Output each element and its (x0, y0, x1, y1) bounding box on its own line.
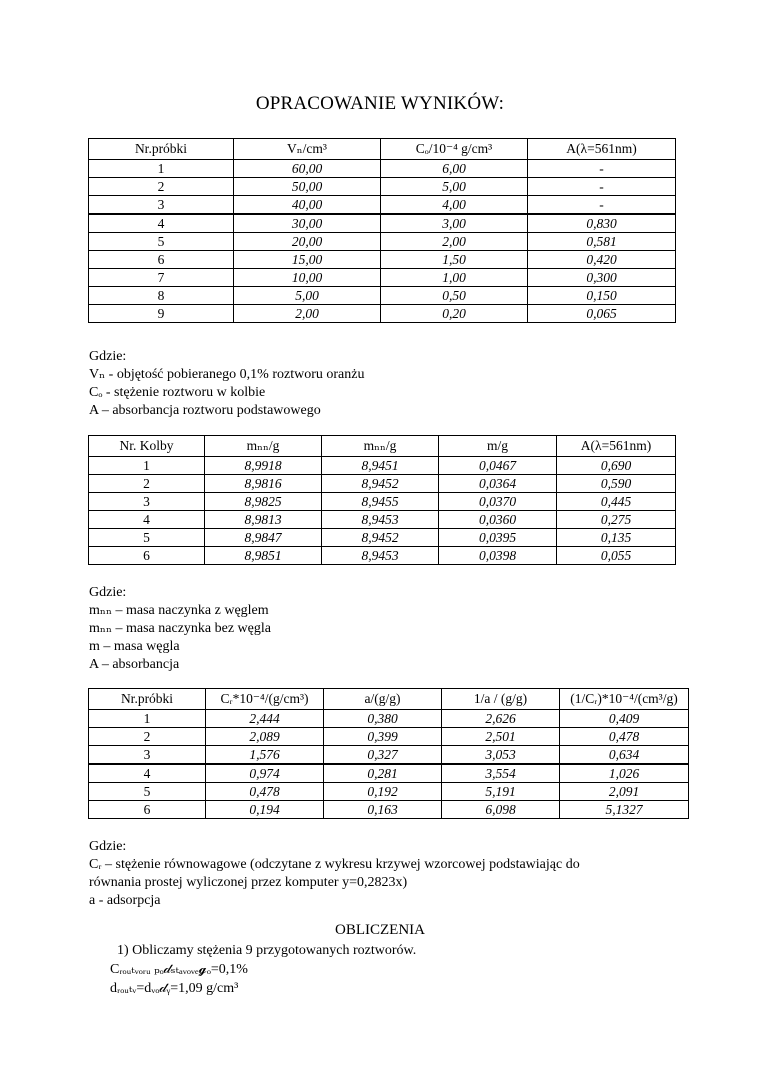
flasks-table (88, 435, 676, 565)
table-cell: 3,554 (442, 764, 560, 783)
table-cell: 8,9825 (205, 493, 322, 511)
table-cell: 6 (89, 251, 234, 269)
notes-heading: Gdzie: (89, 349, 127, 364)
table-row (89, 269, 676, 287)
table-cell: 8,9847 (205, 529, 322, 547)
table-row (89, 511, 676, 529)
table-cell: 2 (89, 475, 205, 493)
table-cell: 2,501 (442, 728, 560, 746)
table-cell: 0,581 (528, 233, 676, 251)
table-cell: 5,00 (234, 287, 381, 305)
table-row (89, 233, 676, 251)
table-header-row (89, 436, 676, 457)
table-cell: 2 (89, 728, 206, 746)
column-header: Nr.próbki (89, 139, 234, 160)
table-row (89, 251, 676, 269)
table-cell: 5 (89, 783, 206, 801)
table-cell: 30,00 (234, 214, 381, 233)
table-cell: 5 (89, 233, 234, 251)
table-cell: 2,089 (206, 728, 324, 746)
table-cell: 8,9451 (322, 457, 439, 475)
table-cell: 0,0360 (439, 511, 557, 529)
notes-heading: Gdzie: (89, 839, 127, 854)
note-line: m – masa węgla (89, 639, 180, 654)
table-cell: 0,974 (206, 764, 324, 783)
table-cell: 8,9452 (322, 529, 439, 547)
table-cell: 1 (89, 457, 205, 475)
table-cell: 6 (89, 547, 205, 565)
table-header-row (89, 689, 689, 710)
table-cell: 0,478 (560, 728, 689, 746)
table-cell: 0,281 (324, 764, 442, 783)
table-row (89, 710, 689, 728)
table-row (89, 547, 676, 565)
table-cell: 0,0370 (439, 493, 557, 511)
table-cell: 8,9813 (205, 511, 322, 529)
table-cell: 2,091 (560, 783, 689, 801)
table-cell: 1 (89, 160, 234, 178)
table-cell: 4 (89, 214, 234, 233)
table-row (89, 493, 676, 511)
column-header: A(λ=561nm) (557, 436, 676, 457)
table-cell: 0,634 (560, 746, 689, 765)
table-cell: 0,065 (528, 305, 676, 323)
table-cell: 3 (89, 746, 206, 765)
table-cell: 15,00 (234, 251, 381, 269)
table-cell: 0,300 (528, 269, 676, 287)
notes-block-1 (89, 348, 364, 420)
note-line: równania prostej wyliczonej przez komputer y=0,2823x) (89, 875, 408, 890)
notes-block-2 (89, 584, 271, 674)
column-header: m/g (439, 436, 557, 457)
table-cell: 3,00 (381, 214, 528, 233)
table-row (89, 746, 689, 765)
table-cell: 10,00 (234, 269, 381, 287)
table-cell: 1,026 (560, 764, 689, 783)
note-line: mₙₙ – masa naczynka z węglem (89, 603, 269, 618)
table-cell: 0,380 (324, 710, 442, 728)
table-cell: 0,690 (557, 457, 676, 475)
table-cell: 0,0398 (439, 547, 557, 565)
table-cell: 0,50 (381, 287, 528, 305)
table-cell: 8,9455 (322, 493, 439, 511)
calculations-block (110, 941, 416, 998)
table-cell: 8 (89, 287, 234, 305)
table-cell: 0,055 (557, 547, 676, 565)
table-cell: 5 (89, 529, 205, 547)
table-cell: 5,191 (442, 783, 560, 801)
table-cell: 6,00 (381, 160, 528, 178)
notes-heading: Gdzie: (89, 585, 127, 600)
calc-concentration: Cᵣₒᵤₜᵥₒᵣᵤ ₚₒ𝒹ₛₜₐᵥₒᵥₑ𝓰ₒ=0,1% (110, 962, 248, 977)
table-cell: 8,9453 (322, 547, 439, 565)
table-cell: 8,9918 (205, 457, 322, 475)
table-cell: 60,00 (234, 160, 381, 178)
column-header: Cᵣ*10⁻⁴/(g/cm³) (206, 689, 324, 710)
table-cell: 4 (89, 511, 205, 529)
table-cell: 3,053 (442, 746, 560, 765)
column-header: 1/a / (g/g) (442, 689, 560, 710)
equilibrium-table (88, 688, 689, 819)
note-line: Cₒ - stężenie roztworu w kolbie (89, 385, 266, 400)
column-header: Nr. Kolby (89, 436, 205, 457)
table-cell: 2,444 (206, 710, 324, 728)
table-row (89, 287, 676, 305)
column-header: A(λ=561nm) (528, 139, 676, 160)
table-cell: 0,150 (528, 287, 676, 305)
table-row (89, 801, 689, 819)
samples-table (88, 138, 676, 323)
table-cell: 5,00 (381, 178, 528, 196)
table-cell: 20,00 (234, 233, 381, 251)
column-header: mₙₙ/g (205, 436, 322, 457)
table-cell: 0,194 (206, 801, 324, 819)
table-cell: 0,830 (528, 214, 676, 233)
calc-density: dᵣₒᵤₜᵥ=dᵥₒ𝒹ᵧ=1,09 g/cm³ (110, 981, 239, 996)
note-line: a - adsorpcja (89, 893, 161, 908)
table-cell: 0,420 (528, 251, 676, 269)
table-cell: - (528, 196, 676, 215)
table-cell: 0,135 (557, 529, 676, 547)
calculations-heading: OBLICZENIA (335, 922, 425, 938)
column-header: Cₒ/10⁻⁴ g/cm³ (381, 139, 528, 160)
column-header: Nr.próbki (89, 689, 206, 710)
table-cell: 4,00 (381, 196, 528, 215)
table-row (89, 214, 676, 233)
table-row (89, 160, 676, 178)
table-cell: 50,00 (234, 178, 381, 196)
column-header: (1/Cᵣ)*10⁻⁴/(cm³/g) (560, 689, 689, 710)
table-row (89, 529, 676, 547)
column-header: a/(g/g) (324, 689, 442, 710)
table-cell: 1,50 (381, 251, 528, 269)
table-cell: 0,445 (557, 493, 676, 511)
table-cell: 2,00 (381, 233, 528, 251)
table-cell: 7 (89, 269, 234, 287)
table-cell: 8,9851 (205, 547, 322, 565)
table-cell: 40,00 (234, 196, 381, 215)
table-cell: 0,0395 (439, 529, 557, 547)
table-cell: 0,409 (560, 710, 689, 728)
table-row (89, 196, 676, 215)
page-title: OPRACOWANIE WYNIKÓW: (255, 93, 505, 114)
calc-step-1: 1) Obliczamy stężenia 9 przygotowanych roztworów. (117, 943, 417, 958)
table-row (89, 475, 676, 493)
table-cell: 2 (89, 178, 234, 196)
note-line: A – absorbancja (89, 657, 180, 672)
table-row (89, 457, 676, 475)
table-header-row (89, 139, 676, 160)
table-row (89, 305, 676, 323)
table-row (89, 764, 689, 783)
table-cell: 3 (89, 196, 234, 215)
table-cell: 0,0364 (439, 475, 557, 493)
table-cell: 1,576 (206, 746, 324, 765)
table-cell: 0,0467 (439, 457, 557, 475)
table-row (89, 783, 689, 801)
table-cell: 2,626 (442, 710, 560, 728)
table-cell: - (528, 160, 676, 178)
table-cell: 8,9816 (205, 475, 322, 493)
table-cell: 1 (89, 710, 206, 728)
table-cell: 0,275 (557, 511, 676, 529)
note-line: Vₙ - objętość pobieranego 0,1% roztworu oranżu (89, 367, 365, 382)
table-cell: 9 (89, 305, 234, 323)
table-cell: - (528, 178, 676, 196)
table-cell: 6,098 (442, 801, 560, 819)
table-cell: 1,00 (381, 269, 528, 287)
note-line: mₙₙ – masa naczynka bez węgla (89, 621, 271, 636)
column-header: mₙₙ/g (322, 436, 439, 457)
notes-block-3 (89, 838, 580, 910)
table-cell: 0,163 (324, 801, 442, 819)
table-cell: 0,399 (324, 728, 442, 746)
table-cell: 0,20 (381, 305, 528, 323)
table-cell: 8,9452 (322, 475, 439, 493)
note-line: Cᵣ – stężenie równowagowe (odczytane z wykresu krzywej wzorcowej podstawiając do (89, 857, 580, 872)
note-line: A – absorbancja roztworu podstawowego (89, 403, 321, 418)
table-cell: 0,192 (324, 783, 442, 801)
column-header: Vₙ/cm³ (234, 139, 381, 160)
table-cell: 8,9453 (322, 511, 439, 529)
table-row (89, 728, 689, 746)
table-cell: 5,1327 (560, 801, 689, 819)
table-cell: 0,590 (557, 475, 676, 493)
table-cell: 6 (89, 801, 206, 819)
table-cell: 3 (89, 493, 205, 511)
table-cell: 0,327 (324, 746, 442, 765)
table-cell: 2,00 (234, 305, 381, 323)
table-row (89, 178, 676, 196)
table-cell: 0,478 (206, 783, 324, 801)
table-cell: 4 (89, 764, 206, 783)
